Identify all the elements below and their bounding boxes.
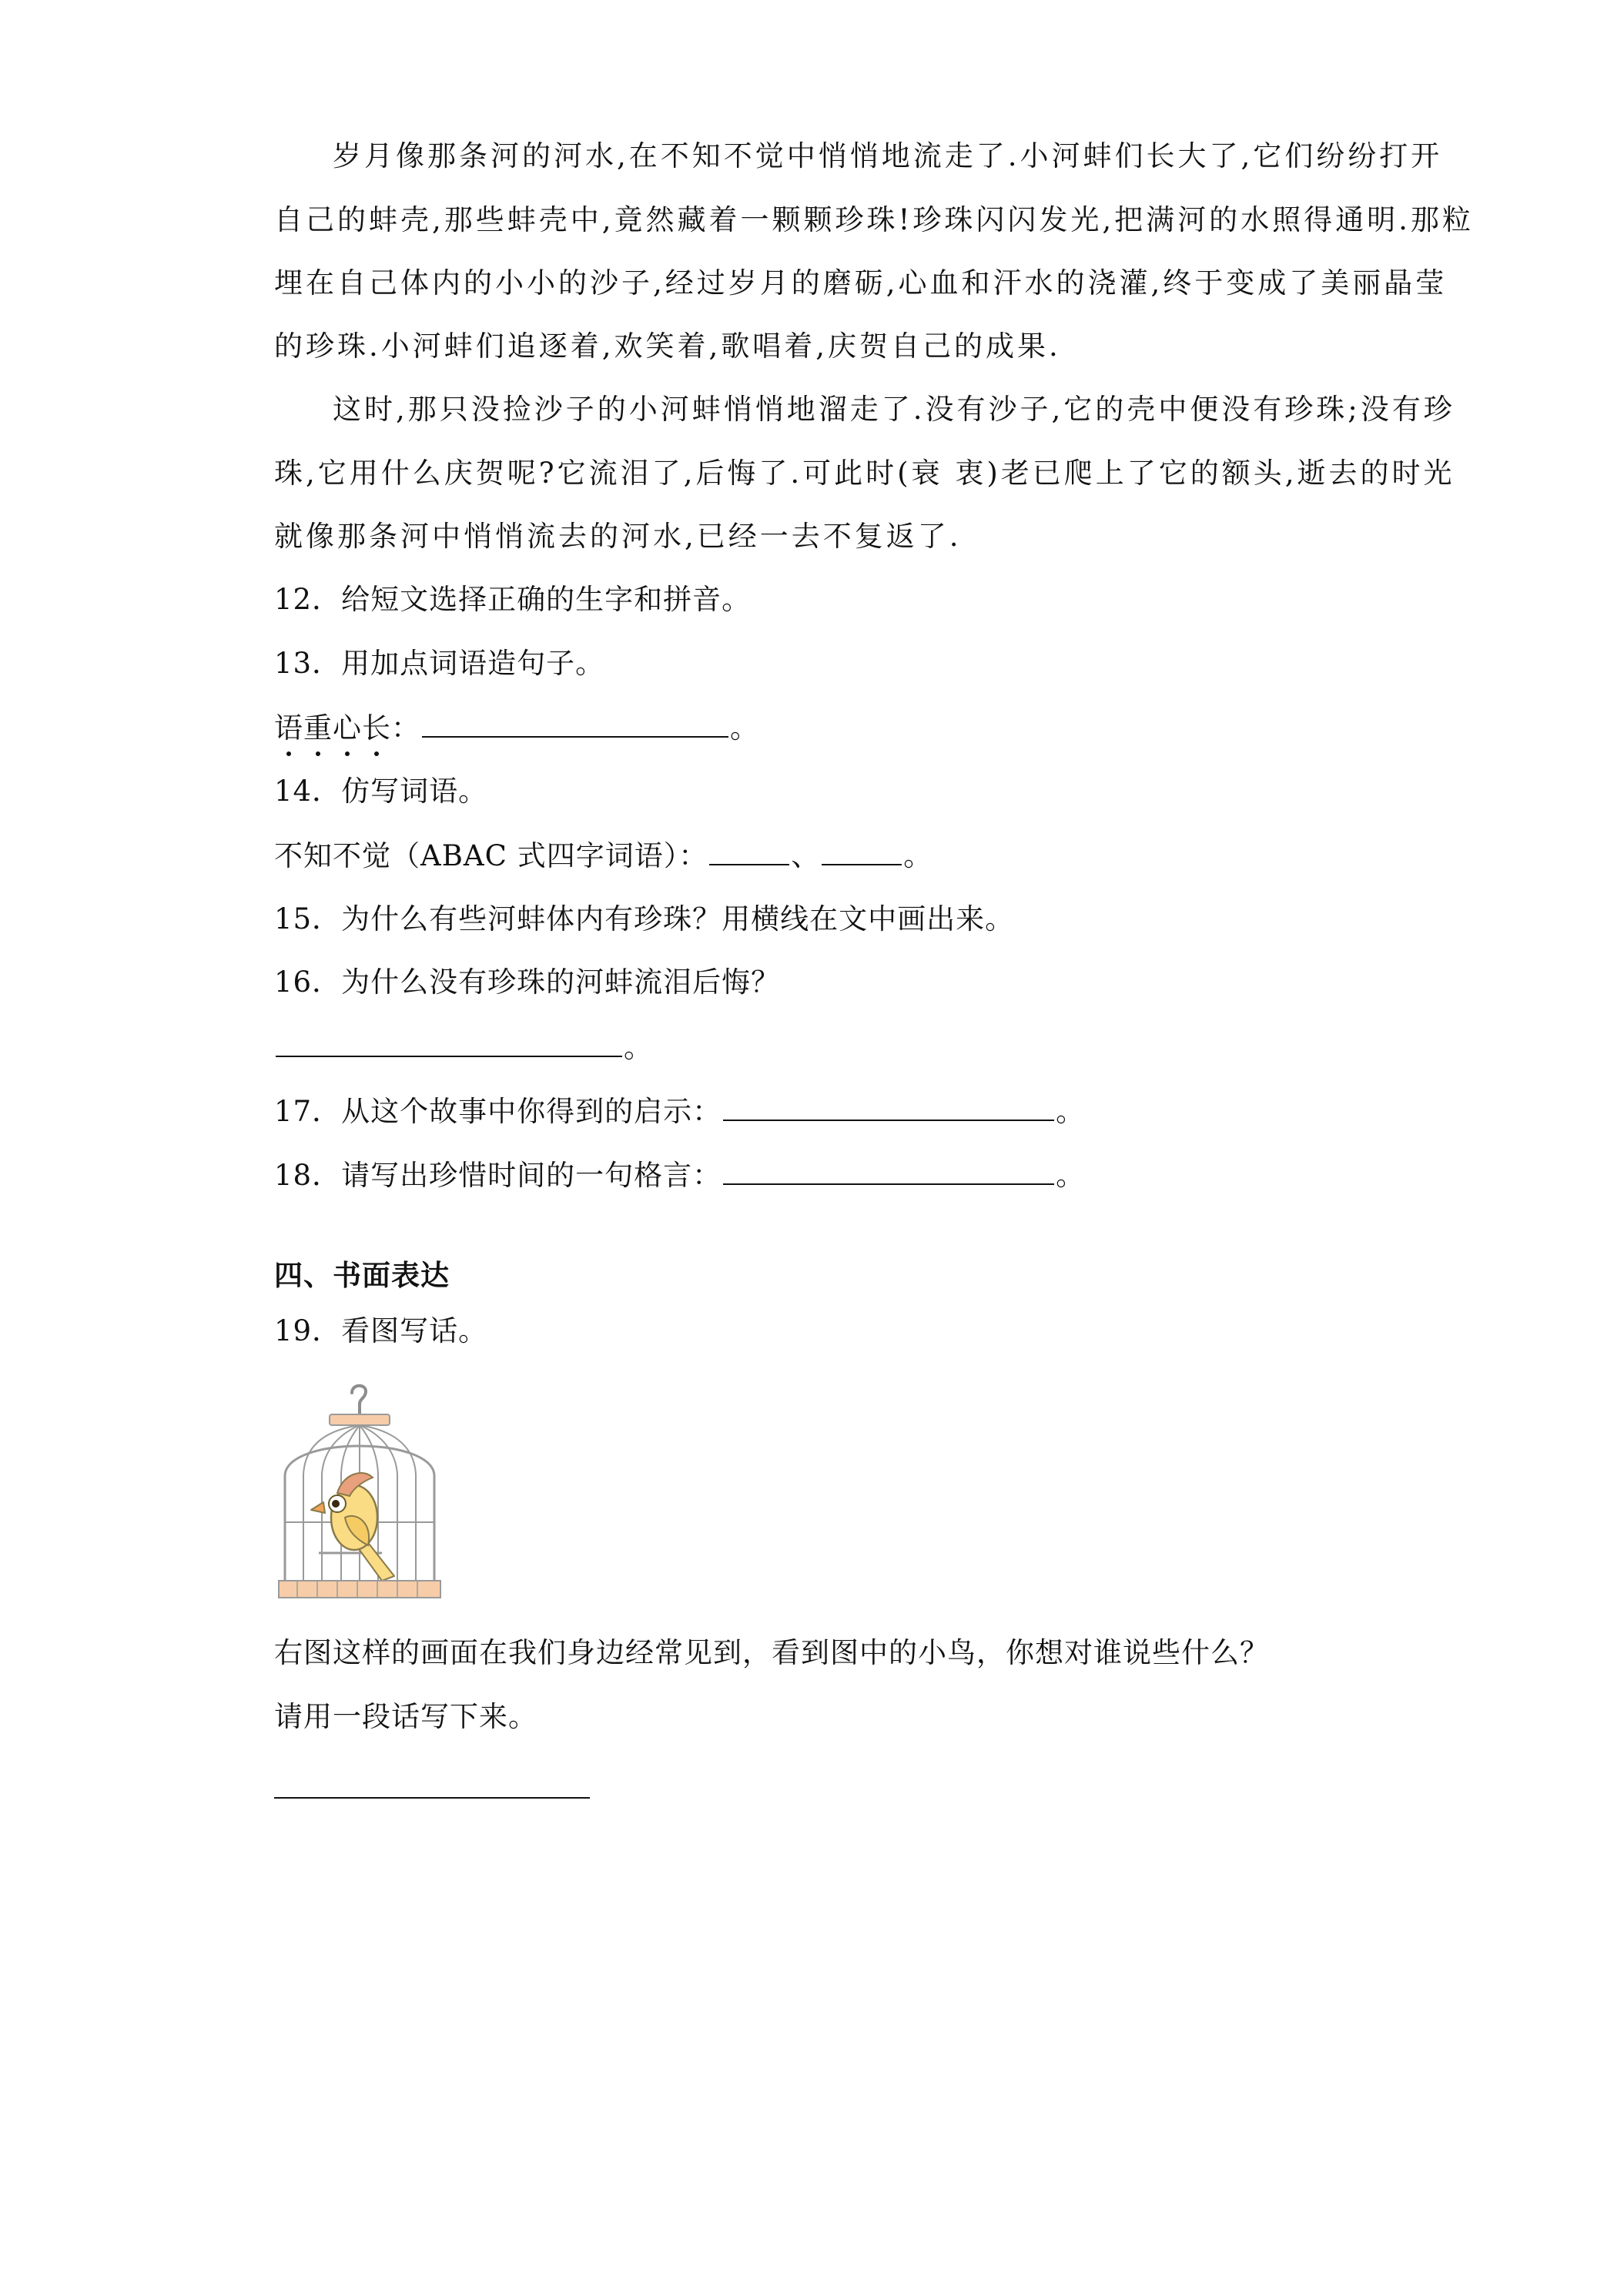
answer-blank[interactable] [276,1029,622,1057]
answer-blank-2[interactable] [822,838,902,865]
question-13-answer-row: 语重心长： 。 [274,711,759,745]
passage-paragraph-1-line-1: 岁月像那条河的河水,在不知不觉中悄悄地流走了.小河蚌们长大了,它们纷纷打开 [333,139,1443,172]
passage-paragraph-1-line-4: 的珍珠.小河蚌们追逐着,欢笑着,歌唱着,庆贺自己的成果. [274,330,1061,363]
passage-paragraph-1-line-3: 埋在自己体内的小小的沙子,经过岁月的磨砺,心血和汗水的浇灌,终于变成了美丽晶莹 [274,266,1448,300]
question-14: 14．仿写词语。 [274,775,488,808]
question-16: 16．为什么没有珍珠的河蚌流泪后悔？ [274,966,781,999]
question-18: 18．请写出珍惜时间的一句格言： 。 [274,1159,1086,1192]
question-17: 17．从这个故事中你得到的启示： 。 [274,1095,1086,1128]
birdcage-icon [274,1382,445,1605]
question-19: 19．看图写话。 [274,1314,488,1347]
writing-answer-row [274,1771,591,1806]
passage-paragraph-2-line-1: 这时,那只没捡沙子的小河蚌悄悄地溜走了.没有沙子,它的壳中便没有珍珠;没有珍 [333,393,1455,426]
question-14-answer-row: 不知不觉（ABAC 式四字词语）： 、 。 [274,839,933,872]
writing-prompt-line-1: 右图这样的画面在我们身边经常见到，看到图中的小鸟，你想对谁说些什么？ [274,1636,1269,1669]
question-13: 13．用加点词语造句子。 [274,647,605,680]
section-heading: 四、书面表达 [274,1259,450,1292]
answer-blank[interactable] [422,710,728,738]
question-15: 15．为什么有些河蚌体内有珍珠？用横线在文中画出来。 [274,902,1015,935]
answer-blank[interactable] [723,1093,1054,1121]
question-12: 12．给短文选择正确的生字和拼音。 [274,583,752,616]
emphasized-word: 语重心长 [274,711,391,745]
answer-blank-1[interactable] [709,838,789,865]
passage-paragraph-1-line-2: 自己的蚌壳,那些蚌壳中,竟然藏着一颗颗珍珠!珍珠闪闪发光,把满河的水照得通明.那粒 [274,203,1474,236]
answer-blank[interactable] [274,1771,590,1799]
question-16-answer-row: 。 [274,1029,653,1065]
passage-paragraph-2-line-2: 珠,它用什么庆贺呢?它流泪了,后悔了.可此时(衰 衷)老已爬上了它的额头,逝去的时光 [274,457,1455,490]
passage-paragraph-2-line-3: 就像那条河中悄悄流去的河水,已经一去不复返了. [274,520,962,553]
writing-prompt-line-2: 请用一段话写下来。 [274,1700,537,1733]
answer-blank[interactable] [723,1157,1054,1185]
